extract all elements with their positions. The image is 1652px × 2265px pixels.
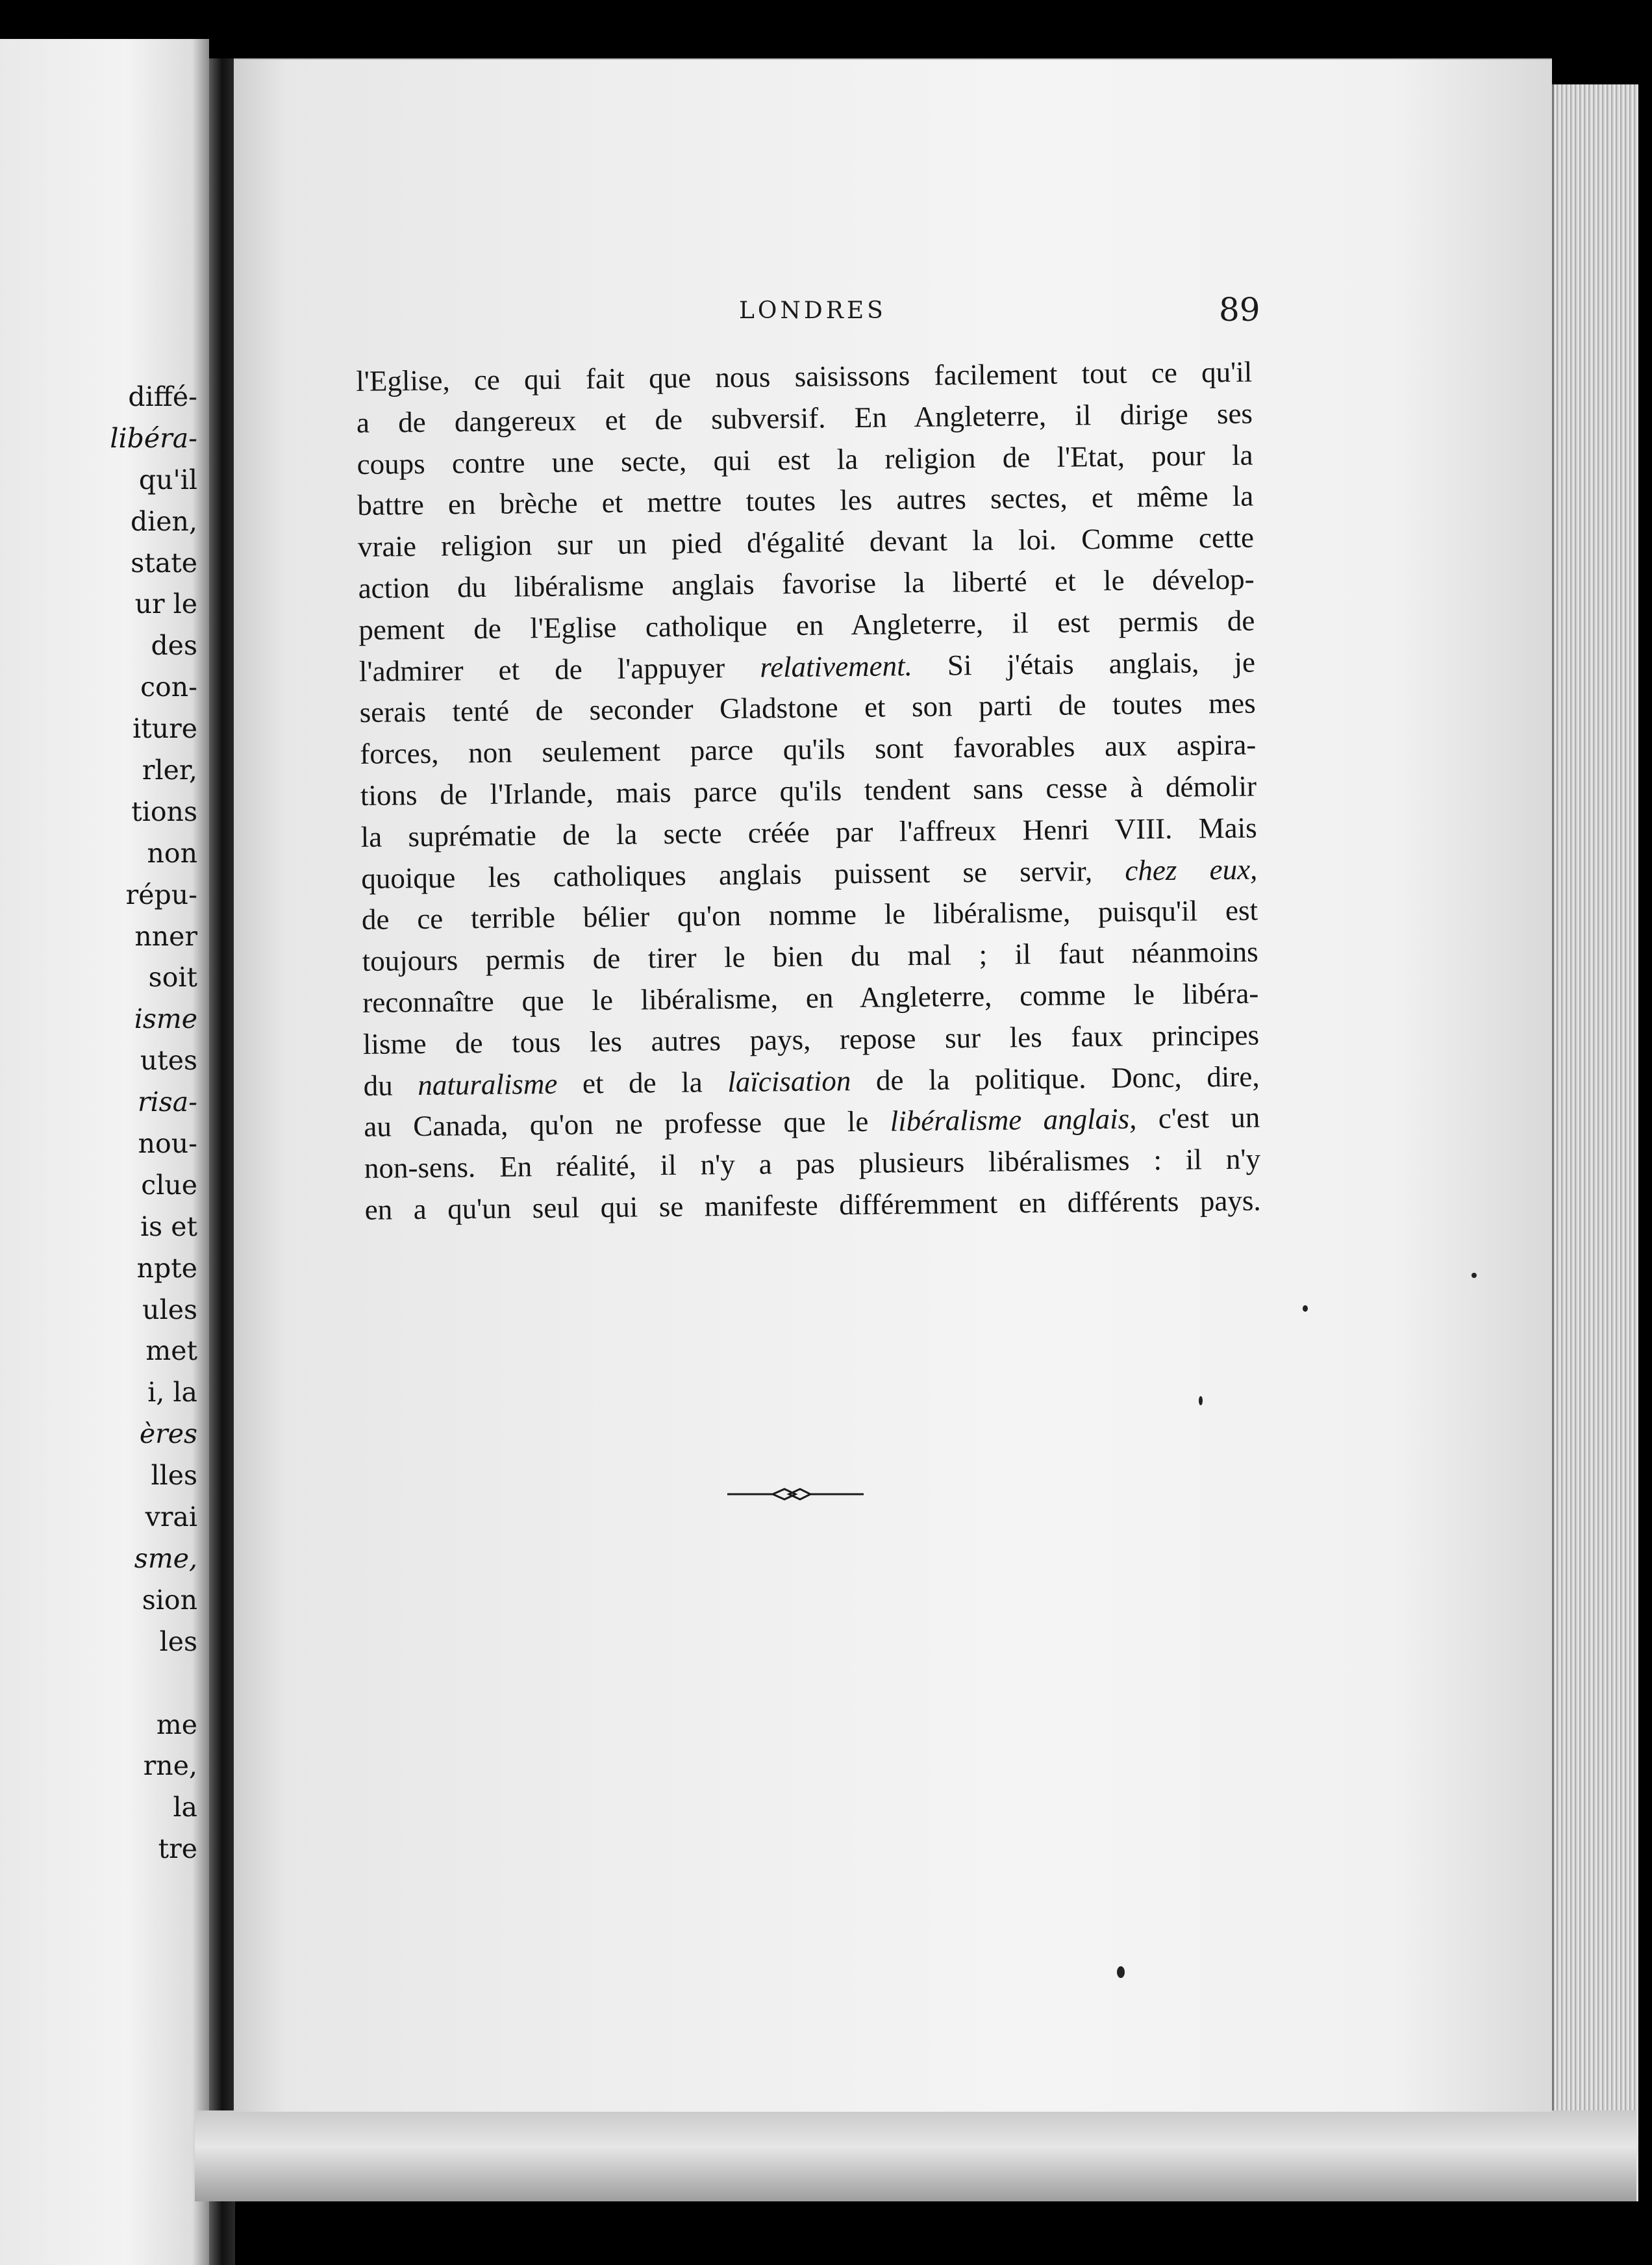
left-page-text [110,377,197,1870]
left-page-line [110,1663,197,1705]
dust-speck [1117,1966,1125,1978]
text-segment: au Canada, qu'on ne professe que le [364,1105,891,1144]
book-gutter [209,58,235,2265]
left-page-line: con- [140,671,197,703]
dust-speck [1471,1273,1477,1278]
text-segment: l'admirer et de l'appuyer [358,651,760,688]
text-segment: reconnaître que le libéralisme, en Angleterre, comme le libéra- [362,977,1259,1019]
text-segment: action du libéralisme anglais favorise la liberté et le dévelop- [358,562,1255,605]
left-page-line: des [151,630,197,662]
left-page-line: les [159,1625,197,1657]
tailpiece-ornament-icon [727,1484,864,1504]
left-page-line: tions [131,795,197,827]
left-page-line: diffé- [128,381,197,412]
text-segment: en a qu'un seul qui se manifeste différemment en différents pays. [364,1184,1261,1226]
page-bottom-edge [195,2110,1636,2201]
left-page-line: ur le [134,588,197,620]
left-page-line: qu'il [138,464,197,495]
italic-text: naturalisme [418,1067,558,1101]
left-page-line: is et [140,1210,197,1242]
left-page-line: nou- [138,1128,197,1160]
italic-text: libéralisme anglais, [890,1102,1137,1138]
text-segment: toujours permis de tirer le bien du mal ; il faut néanmoins [362,935,1258,978]
left-page-line: tre [158,1833,197,1865]
left-page-line: libéra- [110,422,197,454]
left-page-line: la [173,1792,197,1823]
text-segment: serais tenté de seconder Gladstone et son parti de toutes mes [359,686,1256,729]
page-number: 89 [1219,291,1260,329]
text-segment: battre en brèche et mettre toutes les autres sectes, et même la [357,479,1254,522]
left-page-line: dien, [130,505,197,537]
left-page-line: i, la [147,1377,197,1408]
text-segment: forces, non seulement parce qu'ils sont favorables aux aspira- [360,728,1257,771]
left-page-line: vrai [145,1501,197,1533]
text-segment: du [363,1068,418,1102]
left-page-line: risa- [137,1086,197,1118]
dust-speck [1303,1305,1308,1312]
text-segment: quoique les catholiques anglais puissent se servir, [361,854,1125,895]
italic-text: laïcisation [727,1064,851,1098]
left-page-line: iture [132,713,197,745]
text-segment: tions de l'Irlande, mais parce qu'ils tendent sans cesse à démolir [360,770,1257,812]
dust-speck [1199,1396,1203,1405]
text-segment: coups contre une secte, qui est la religion de l'Etat, pour la [357,438,1253,481]
left-page-line: sme, [134,1542,197,1574]
page-edges [1552,84,1638,2201]
left-page-line: ères [139,1418,197,1450]
text-segment: l'Eglise, ce qui fait que nous saisissons facilement tout ce qu'il [356,355,1253,397]
left-page-line: utes [140,1045,197,1077]
text-segment: c'est un [1136,1101,1260,1135]
body-text [356,352,1261,1231]
text-segment: non-sens. En réalité, il n'y a pas plusieurs libéralismes : il n'y [364,1142,1261,1185]
italic-text: relativement. [760,649,913,684]
text-segment: de la politique. Donc, dire, [851,1060,1260,1097]
left-page-line: npte [136,1252,197,1284]
left-page-line: sion [142,1584,197,1616]
running-title: LONDRES [739,297,886,324]
text-segment: Si j'étais anglais, je [912,645,1256,682]
left-page-line: met [145,1335,197,1367]
text-segment: de ce terrible bélier qu'on nomme le libéralisme, puisqu'il est [361,894,1258,936]
text-segment: pement de l'Eglise catholique en Angleterre, il est permis de [358,604,1255,646]
left-page-line: répu- [125,879,197,910]
left-page-line: lles [151,1460,197,1492]
left-page-line: isme [134,1003,197,1035]
left-page-line: rne, [143,1750,197,1782]
left-page-line: non [147,837,197,869]
left-page-line: ules [142,1294,197,1325]
text-segment: a de dangereux et de subversif. En Angleterre, il dirige ses [356,397,1253,439]
left-page-line: state [131,547,197,579]
text-segment: la suprématie de la secte créée par l'affreux Henri VIII. Mais [360,811,1257,853]
left-page-line: me [156,1708,197,1740]
italic-text: chez eux, [1125,853,1258,887]
text-segment: lisme de tous les autres pays, repose sur les faux principes [362,1018,1260,1060]
left-page-line: rler, [142,755,197,786]
text-segment: vraie religion sur un pied d'égalité devant la loi. Comme cette [357,521,1255,564]
left-page-line: nner [134,920,197,952]
left-page-line: soit [148,962,197,994]
left-page-line: clue [141,1169,197,1201]
text-segment: et de la [557,1065,728,1100]
left-page-fragment [0,39,209,2265]
